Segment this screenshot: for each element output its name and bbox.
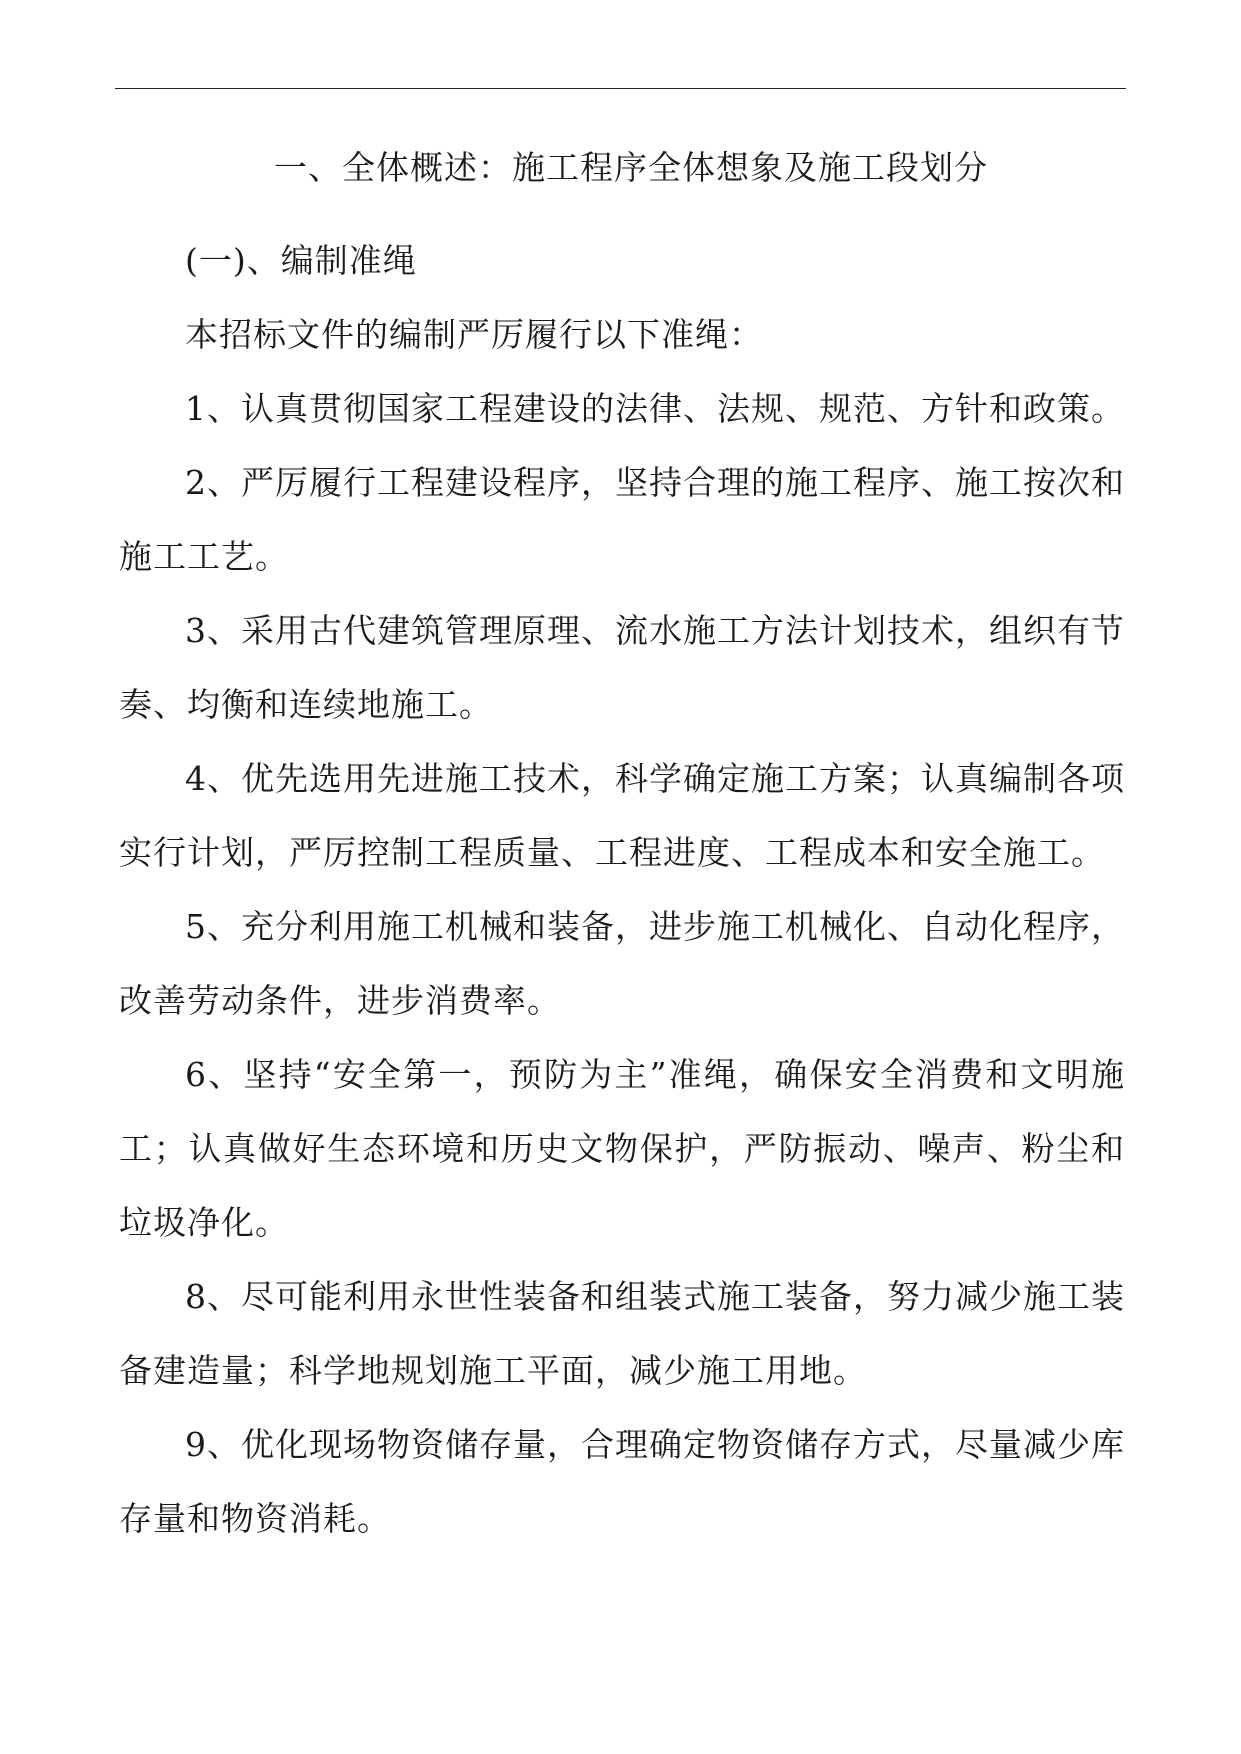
list-item: 9、优化现场物资储存量，合理确定物资储存方式，尽量减少库存量和物资消耗。 <box>119 1425 1125 1538</box>
list-item: 8、尽可能利用永世性装备和组装式施工装备，努力减少施工装备建造量；科学地规划施工平面，减少施工用地。 <box>119 1277 1125 1390</box>
list-item: 4、优先选用先进施工技术，科学确定施工方案；认真编制各项实行计划，严厉控制工程质量、工程进度、工程成本和安全施工。 <box>119 759 1125 872</box>
list-item: 6、坚持“安全第一，预防为主”准绳，确保安全消费和文明施工；认真做好生态环境和历史文物保护，严防振动、噪声、粉尘和垃圾净化。 <box>119 1055 1125 1242</box>
list-item: 3、采用古代建筑管理原理、流水施工方法计划技术，组织有节奏、均衡和连续地施工。 <box>119 611 1125 724</box>
list-item: 1、认真贯彻国家工程建设的法律、法规、规范、方针和政策。 <box>185 389 1125 428</box>
list-item: 2、严厉履行工程建设程序，坚持合理的施工程序、施工按次和施工工艺。 <box>119 463 1125 576</box>
header-divider <box>115 88 1126 89</box>
section-heading: (一)、编制准绳 <box>185 241 417 280</box>
intro-paragraph: 本招标文件的编制严厉履行以下准绳： <box>185 315 763 354</box>
document-body <box>119 140 1125 1556</box>
page-title: 一、全体概述：施工程序全体想象及施工段划分 <box>274 148 988 187</box>
list-item: 5、充分利用施工机械和装备，进步施工机械化、自动化程序，改善劳动条件，进步消费率。 <box>119 907 1125 1020</box>
